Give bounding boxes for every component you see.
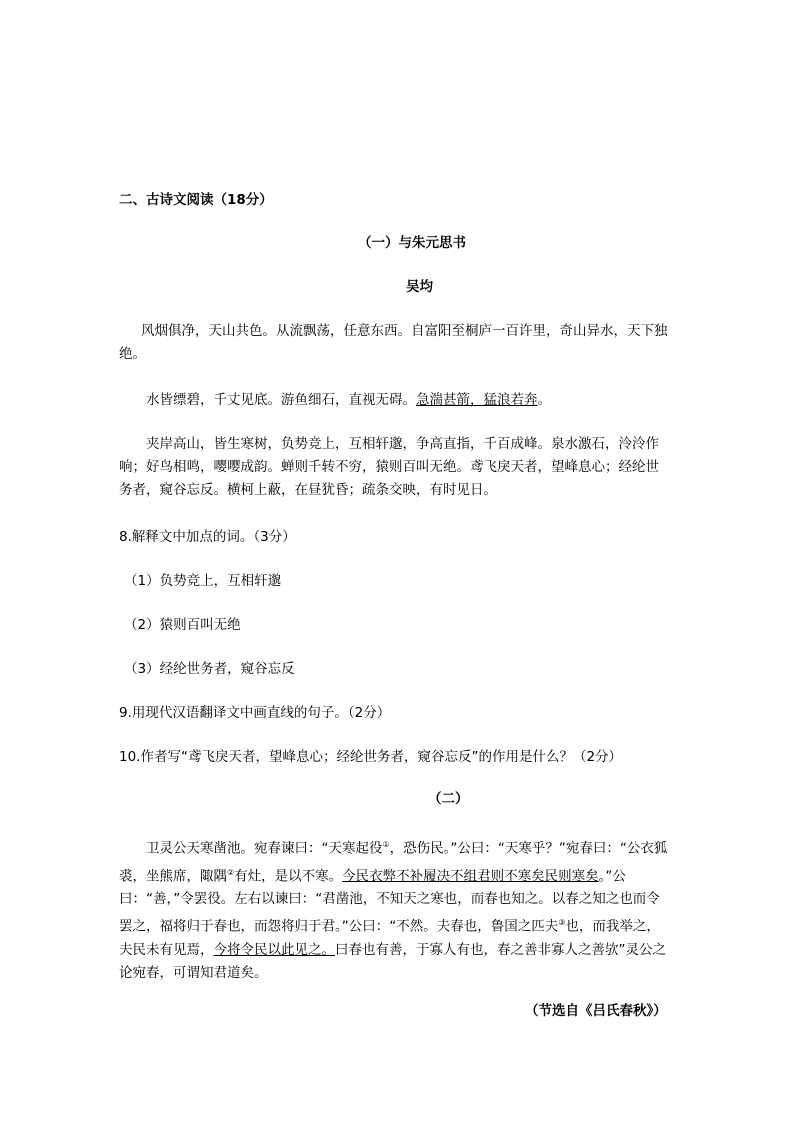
underlined-sentence-3: 今将令民以此见之。 xyxy=(213,941,335,958)
passage2-text-2: ，恐伤民。”公曰：“天寒乎？”宛春曰：“公衣狐裘，坐熊席，陬隅 xyxy=(119,840,668,884)
question-9: 9.用现代汉语翻译文中画直线的句子。（2分） xyxy=(119,705,391,721)
p2-end: 。 xyxy=(537,392,551,408)
passage2-text-3: 有灶，是以不寒。 xyxy=(234,868,343,884)
passage2-text-1: 卫灵公天寒凿池。宛春谏曰：“天寒起役 xyxy=(146,840,383,857)
question-8-item-2: （2）猿则百叫无绝 xyxy=(124,617,241,633)
passage1-title: （一）与朱元思书 xyxy=(358,235,466,251)
underlined-sentence-1: 急湍甚箭，猛浪若奔 xyxy=(416,392,538,408)
p2-plain-text: 水皆缥碧，千丈见底。游鱼细石，直视无碍。 xyxy=(146,392,416,408)
passage1-author: 吴均 xyxy=(406,279,433,295)
section-title: 二、古诗文阅读（18分） xyxy=(119,192,273,208)
passage2-title: （二） xyxy=(428,791,469,807)
passage1-paragraph-1: 风烟俱净，天山共色。从流飘荡，任意东西。自富阳至桐庐一百许里，奇山异水，天下独绝。 xyxy=(119,323,668,362)
note-marker-1: ① xyxy=(382,840,390,849)
source-citation: （节选自《吕氏春秋》） xyxy=(525,1003,667,1019)
passage1-paragraph-3: 夹岸高山，皆生寒树，负势竞上，互相轩邈，争高直指，千百成峰。泉水激石，泠泠作响；好鸟相鸣，嘤嘤成韵。蝉则千转不穷，猿则百叫无绝。鸢飞戾天者，望峰息心；经纶世务者，窥谷忘反。横柯上蔽，在昼犹昏；疏条交映，有时见日。 xyxy=(119,436,659,498)
passage2-text-5: 也，而我举之，夫民未有见焉， xyxy=(119,918,660,958)
question-10: 10.作者写“鸢飞戾天者，望峰息心；经纶世务者，窥谷忘反”的作用是什么？（2分） xyxy=(119,749,623,765)
underlined-sentence-2: 今民衣弊不补履决不组君则不寒矣民则寒矣 xyxy=(342,868,599,884)
question-8-item-1: （1）负势竞上，互相轩邈 xyxy=(124,573,282,589)
note-marker-2: ② xyxy=(227,867,235,877)
passage2-text-6: 曰春也有善，于寡人有也，春之善非寡人之善欤”灵公之论宛春，可谓知君道矣。 xyxy=(119,941,666,981)
passage1-paragraph-2 xyxy=(119,389,669,412)
question-8-item-3: （3）经纶世务者，窥谷忘反 xyxy=(124,661,295,677)
passage2-text-4: 。”公曰：“善，”令罢役。左右以谏曰：“君凿池，不知天之寒也，而春也知之。以春之知之也而令罢之，福将归于春也，而怨将归于君。”公曰：“不然。夫春也，鲁国之匹夫 xyxy=(119,868,660,935)
note-marker-3: ③ xyxy=(558,918,566,927)
passage2-paragraph xyxy=(119,833,669,985)
question-8: 8.解释文中加点的词。（3分） xyxy=(119,529,296,545)
